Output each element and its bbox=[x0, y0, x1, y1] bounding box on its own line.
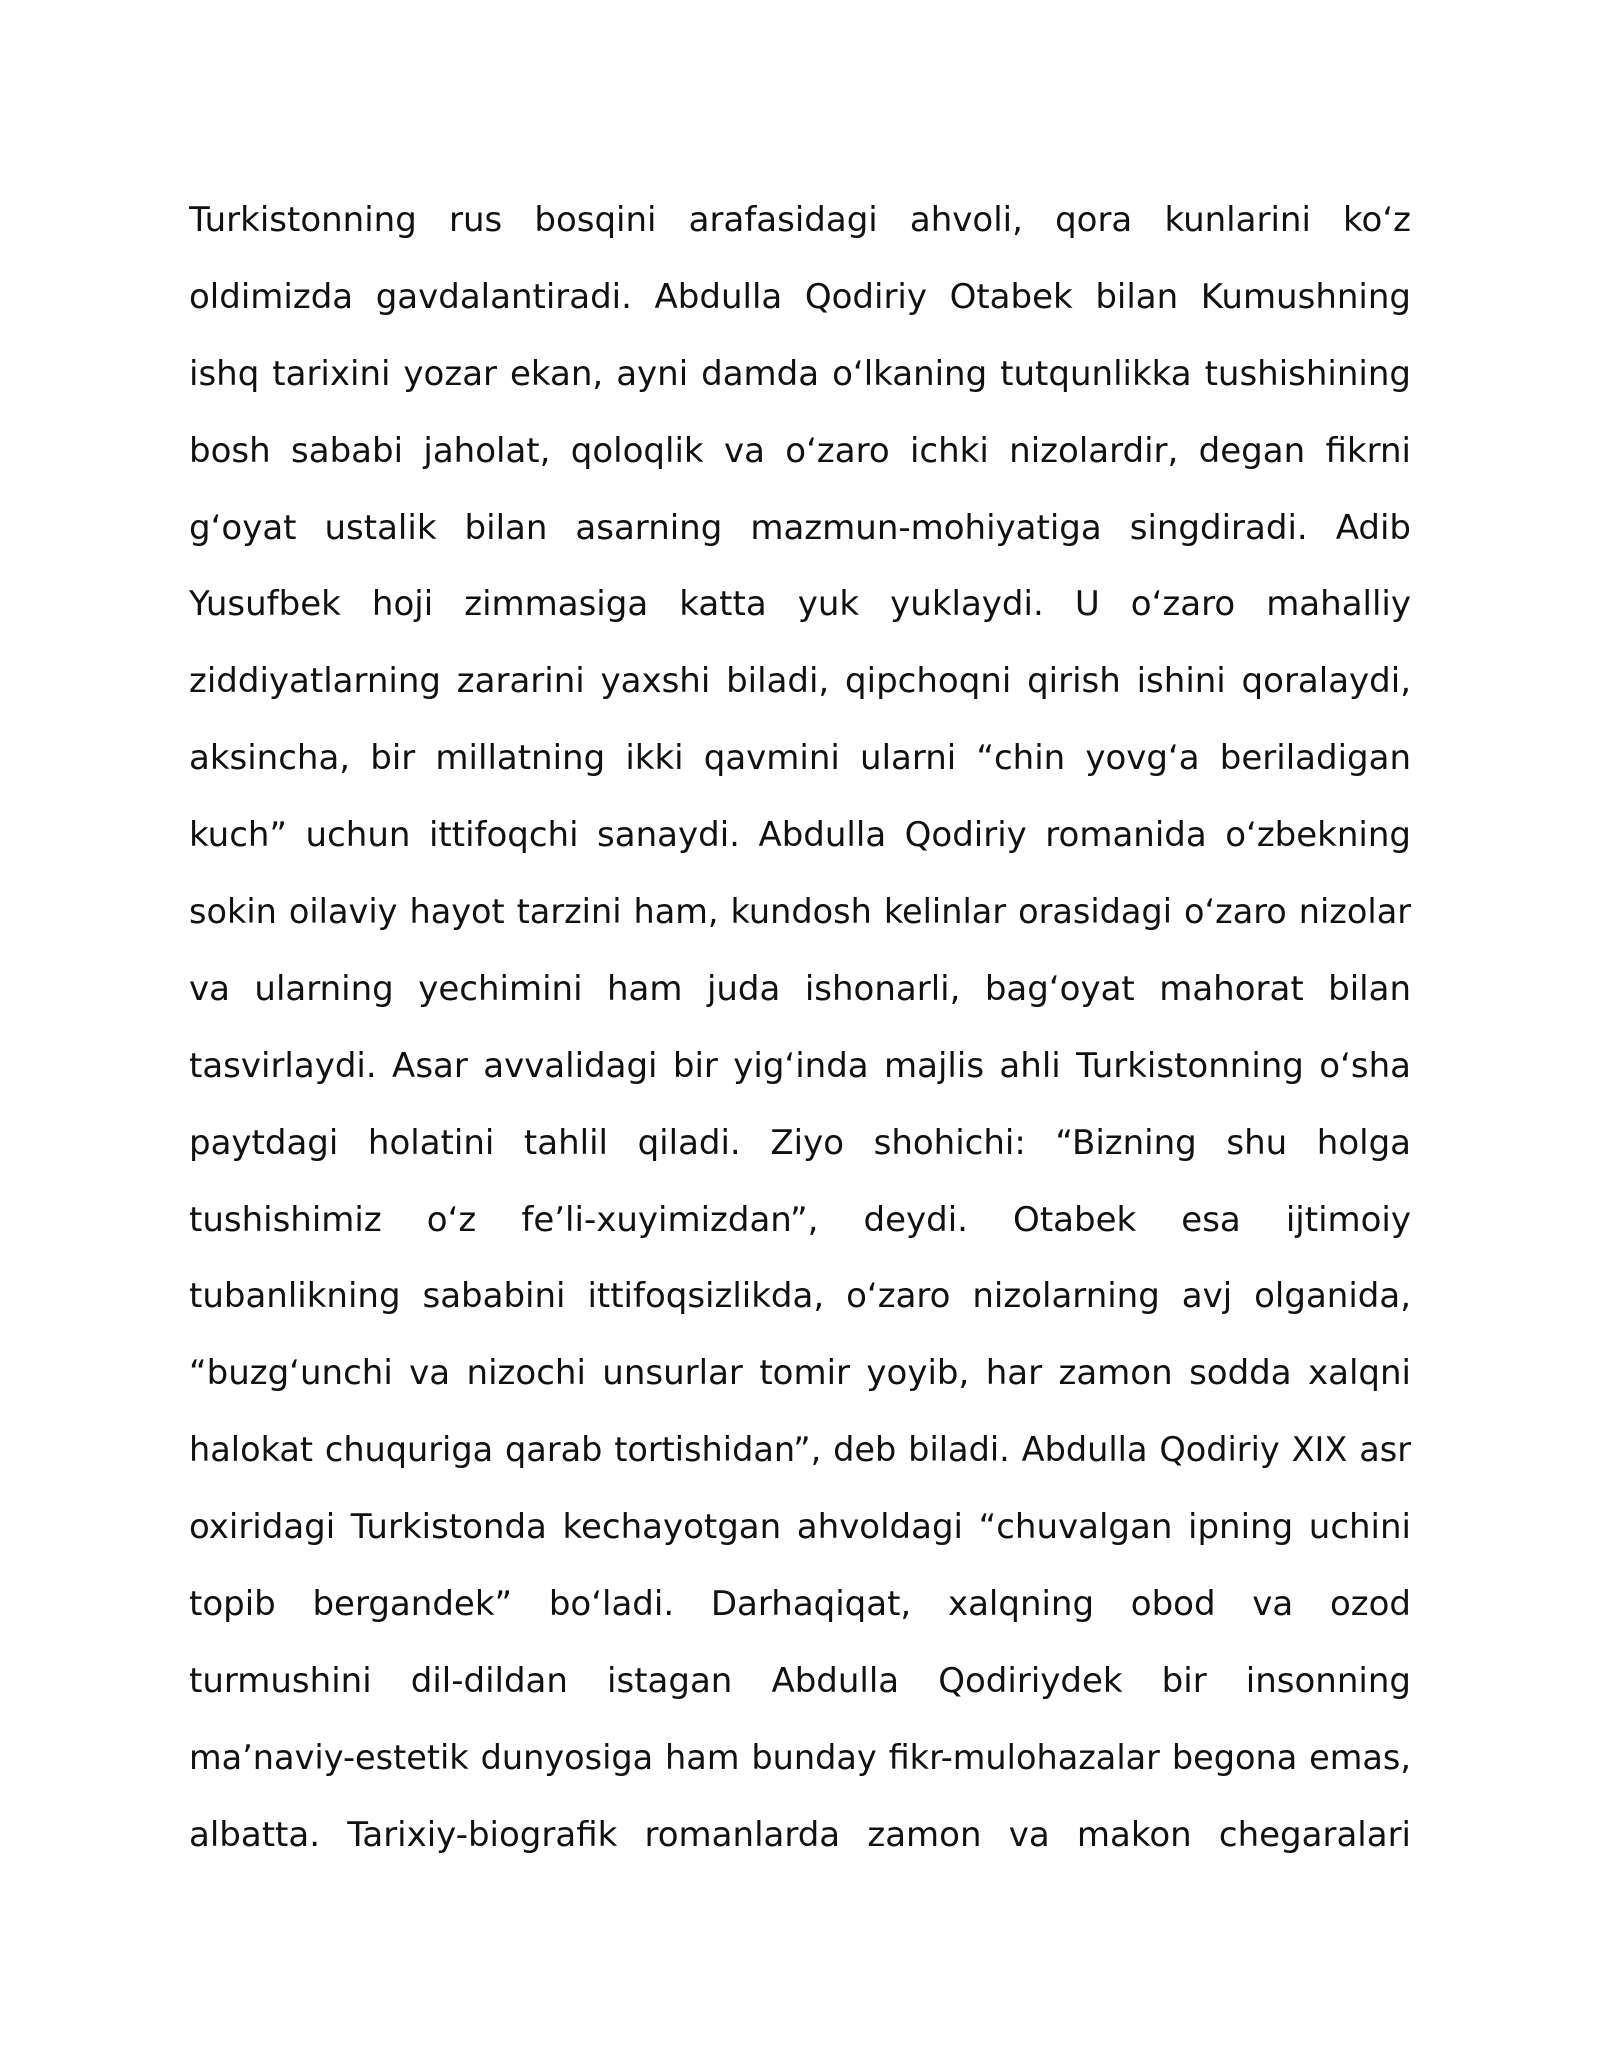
text-line-14: tushishimiz o‘z fe’li-xuyimizdan”, deydi. Otabek esa ijtimoiy bbox=[189, 1199, 1411, 1240]
text-line-10: sokin oilaviy hayot tarzini ham, kundosh kelinlar orasidagi o‘zaro nizolar bbox=[189, 892, 1411, 932]
text-line-12: tasvirlaydi. Asar avvalidagi bir yig‘inda majlis ahli Turkistonning o‘sha bbox=[189, 1045, 1411, 1086]
text-line-6: Yusufbek hoji zimmasiga katta yuk yuklaydi. U o‘zaro mahalliy bbox=[189, 584, 1411, 625]
text-line-1: Turkistonning rus bosqini arafasidagi ahvoli, qora kunlarini ko‘z bbox=[189, 200, 1411, 240]
text-line-5: g‘oyat ustalik bilan asarning mazmun-mohiyatiga singdiradi. Adib bbox=[189, 507, 1411, 548]
text-line-17: halokat chuquriga qarab tortishidan”, deb biladi. Abdulla Qodiriy XIX asr bbox=[189, 1430, 1411, 1470]
text-line-19: topib bergandek” bo‘ladi. Darhaqiqat, xalqning obod va ozod bbox=[189, 1584, 1411, 1625]
text-line-11: va ularning yechimini ham juda ishonarli, bag‘oyat mahorat bilan bbox=[189, 968, 1411, 1009]
text-line-4: bosh sababi jaholat, qoloqlik va o‘zaro ichki nizolardir, degan fikrni bbox=[189, 430, 1411, 471]
text-line-18: oxiridagi Turkistonda kechayotgan ahvoldagi “chuvalgan ipning uchini bbox=[189, 1507, 1411, 1548]
text-line-20: turmushini dil-dildan istagan Abdulla Qodiriydek bir insonning bbox=[189, 1660, 1411, 1701]
text-line-13: paytdagi holatini tahlil qiladi. Ziyo shohichi: “Bizning shu holga bbox=[189, 1122, 1411, 1163]
text-line-16: “buzg‘unchi va nizochi unsurlar tomir yoyib, har zamon sodda xalqni bbox=[189, 1353, 1411, 1394]
text-line-7: ziddiyatlarning zararini yaxshi biladi, qipchoqni qirish ishini qoralaydi, bbox=[189, 661, 1411, 702]
text-line-9: kuch” uchun ittifoqchi sanaydi. Abdulla Qodiriy romanida o‘zbekning bbox=[189, 815, 1411, 856]
text-line-3: ishq tarixini yozar ekan, ayni damda o‘lkaning tutqunlikka tushishining bbox=[189, 353, 1411, 394]
text-line-15: tubanlikning sababini ittifoqsizlikda, o‘zaro nizolarning avj olganida, bbox=[189, 1276, 1411, 1317]
text-line-8: aksincha, bir millatning ikki qavmini ularni “chin yovg‘a beriladigan bbox=[189, 738, 1411, 779]
text-line-22: albatta. Tarixiy-biografik romanlarda zamon va makon chegaralari bbox=[189, 1814, 1411, 1855]
body-paragraph bbox=[189, 182, 1411, 1874]
text-line-2: oldimizda gavdalantiradi. Abdulla Qodiriy Otabek bilan Kumushning bbox=[189, 276, 1411, 317]
text-line-21: ma’naviy-estetik dunyosiga ham bunday fikr-mulohazalar begona emas, bbox=[189, 1737, 1411, 1777]
